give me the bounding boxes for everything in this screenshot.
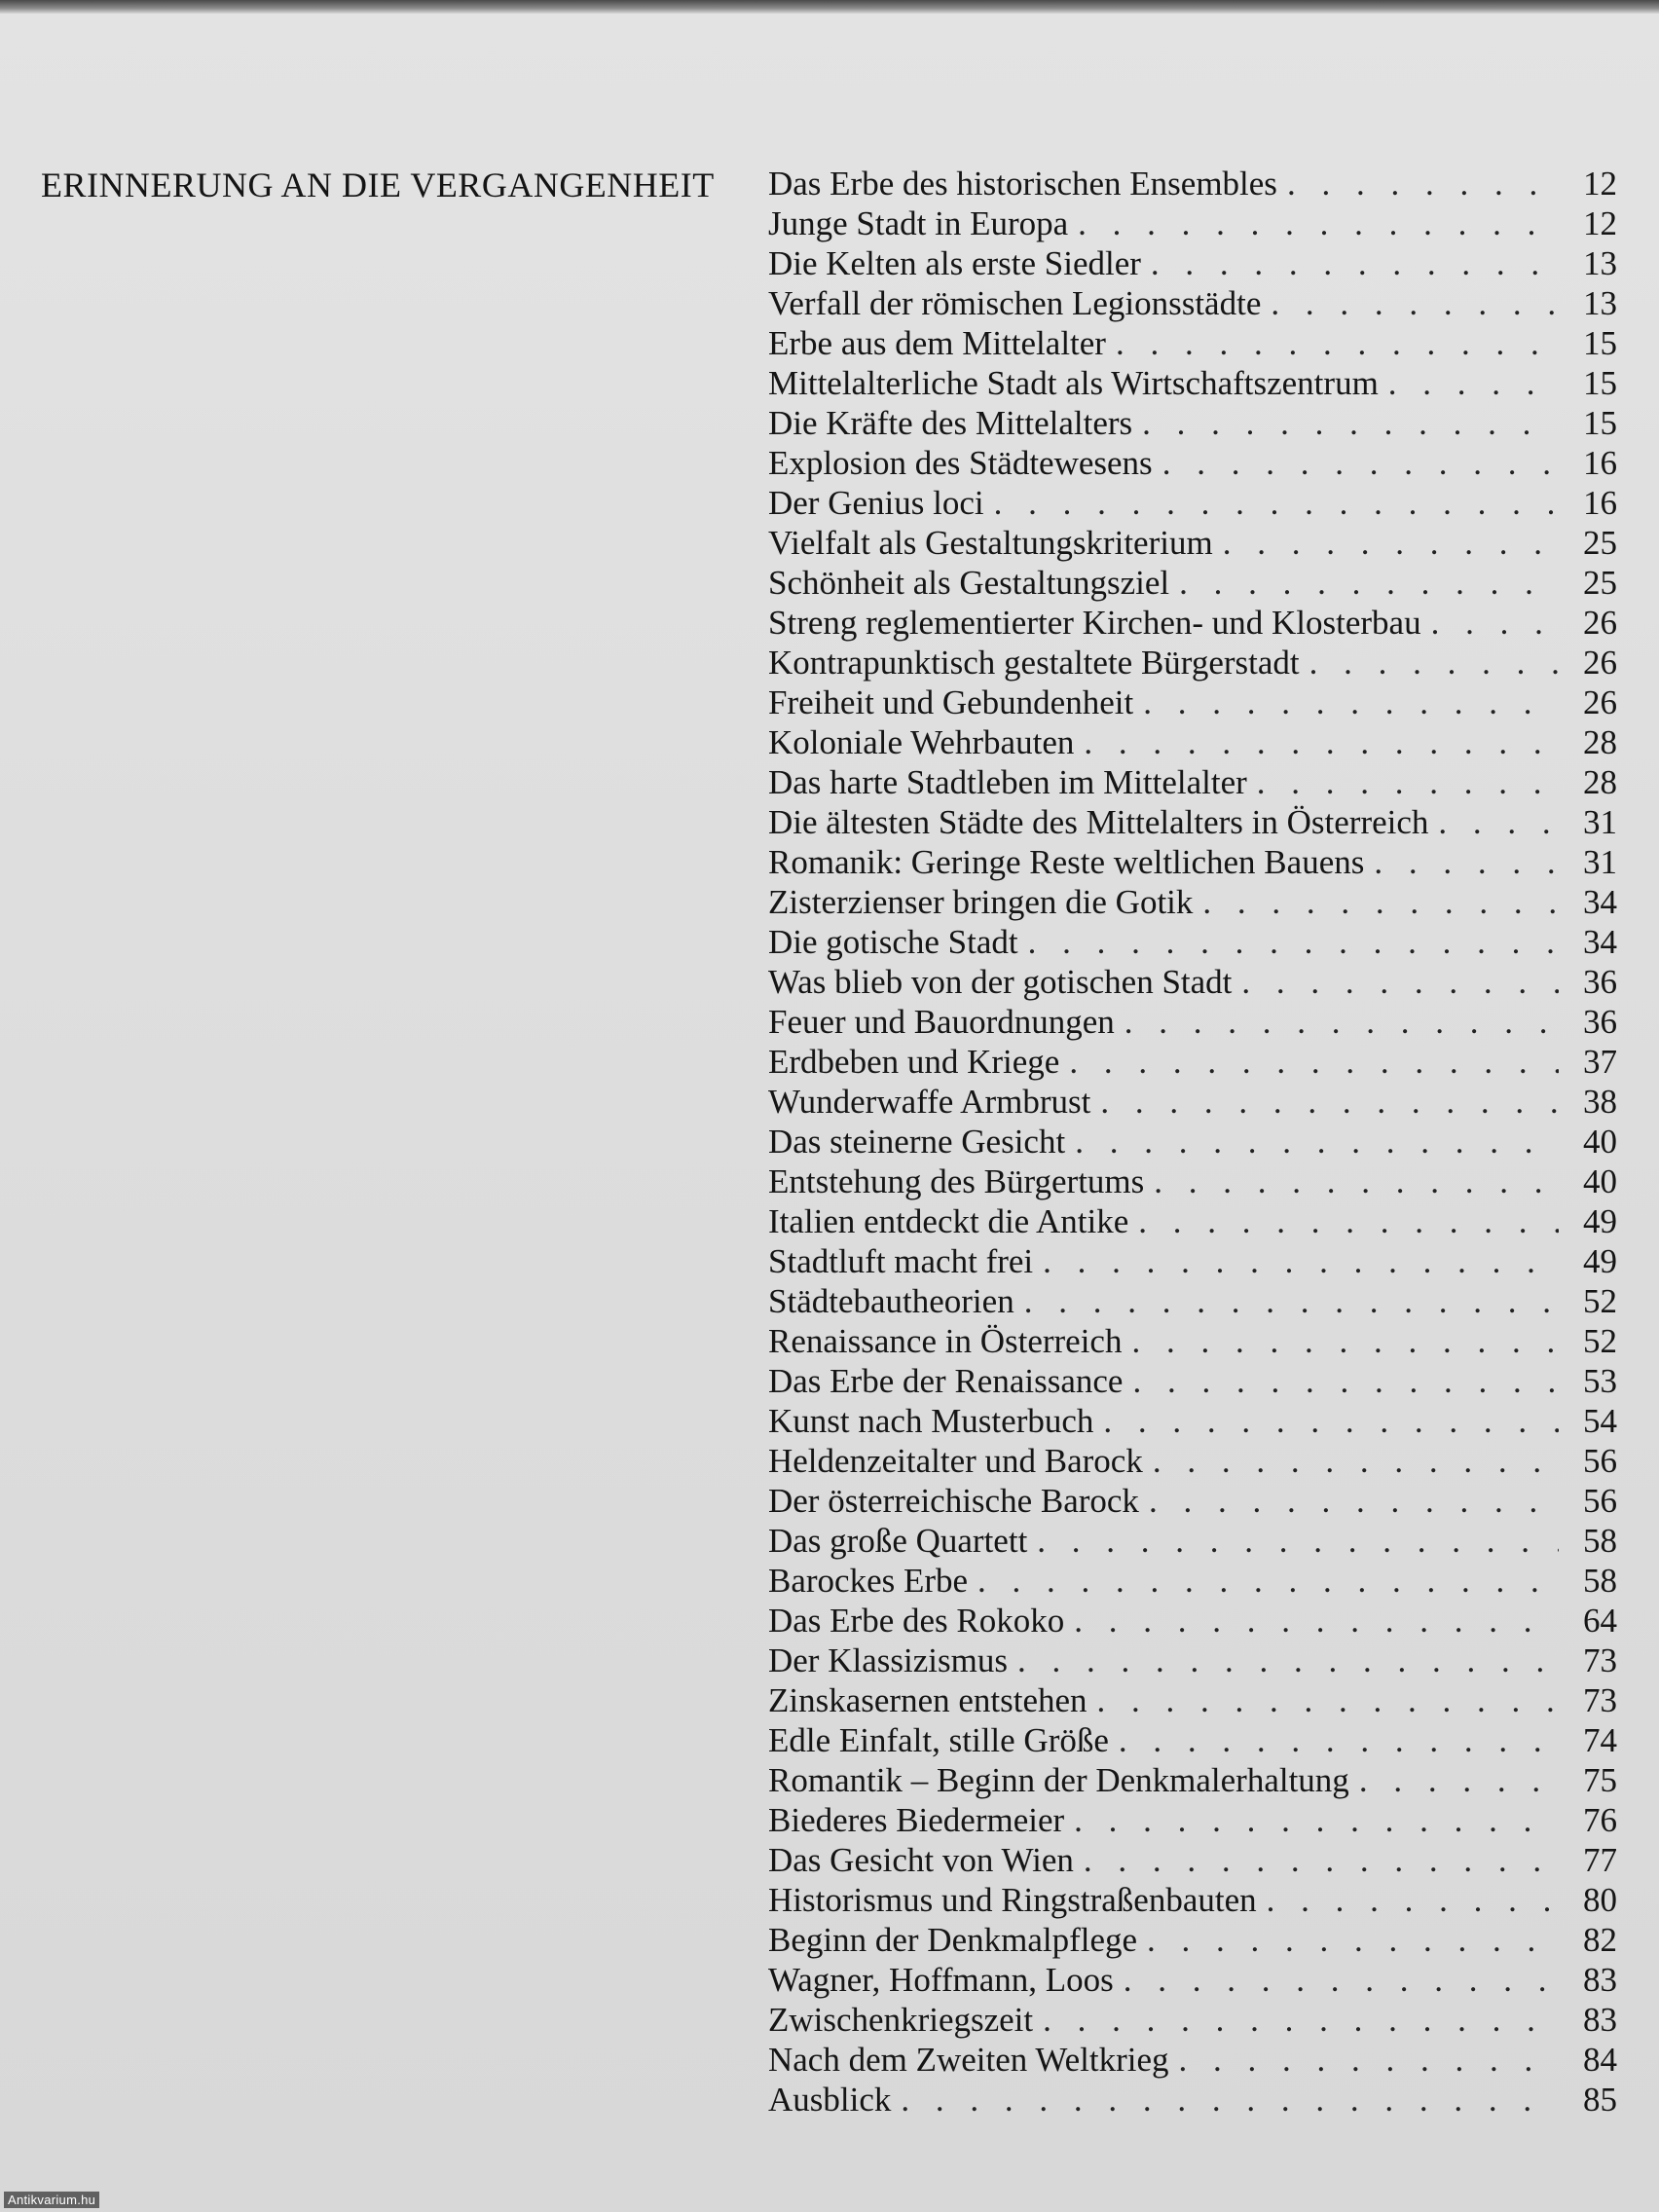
toc-entry bbox=[768, 243, 1617, 283]
toc-entry bbox=[768, 1720, 1617, 1760]
toc-entry bbox=[768, 203, 1617, 243]
toc-entry bbox=[768, 603, 1617, 643]
toc-leader-dots bbox=[1143, 682, 1559, 722]
toc-entry-title: Kunst nach Musterbuch bbox=[768, 1402, 1094, 1440]
toc-entry-title: Biederes Biedermeier bbox=[768, 1801, 1065, 1839]
toc-entry-title: Ausblick bbox=[768, 2081, 892, 2119]
toc-entry-page-number: 54 bbox=[1583, 1402, 1617, 1440]
toc-leader-dots bbox=[1084, 1840, 1559, 1880]
toc-entry bbox=[768, 1680, 1617, 1720]
toc-entry-page-number: 73 bbox=[1583, 1641, 1617, 1679]
toc-entry-title: Edle Einfalt, stille Größe bbox=[768, 1721, 1109, 1759]
toc-entry-title: Der Genius loci bbox=[768, 484, 984, 522]
toc-entry-title: Das große Quartett bbox=[768, 1522, 1028, 1560]
toc-entry bbox=[768, 1002, 1617, 1042]
toc-entry bbox=[768, 1082, 1617, 1122]
section-title: ERINNERUNG AN DIE VERGANGENHEIT bbox=[41, 166, 715, 204]
toc-entry-title: Das steinerne Gesicht bbox=[768, 1123, 1066, 1161]
toc-leader-dots bbox=[1241, 962, 1559, 1002]
toc-leader-dots bbox=[1028, 922, 1559, 962]
toc-entry-title: Kontrapunktisch gestaltete Bürgerstadt bbox=[768, 644, 1300, 682]
toc-entry bbox=[768, 1920, 1617, 1960]
toc-entry-title: Schönheit als Gestaltungsziel bbox=[768, 564, 1170, 602]
toc-entry-title: Romantik – Beginn der Denkmalerhaltung bbox=[768, 1761, 1349, 1799]
toc-entry-title: Historismus und Ringstraßenbauten bbox=[768, 1881, 1257, 1919]
toc-leader-dots bbox=[977, 1561, 1559, 1601]
toc-entry-page-number: 13 bbox=[1583, 284, 1617, 322]
toc-entry-title: Der österreichische Barock bbox=[768, 1482, 1139, 1520]
toc-leader-dots bbox=[1271, 283, 1559, 323]
toc-entry-title: Explosion des Städtewesens bbox=[768, 444, 1153, 482]
toc-leader-dots bbox=[1138, 1201, 1559, 1241]
toc-leader-dots bbox=[1287, 164, 1559, 203]
toc-leader-dots bbox=[1124, 1002, 1559, 1042]
toc-entry bbox=[768, 2000, 1617, 2040]
toc-leader-dots bbox=[1132, 1361, 1559, 1401]
toc-entry-title: Zinskasernen entstehen bbox=[768, 1681, 1088, 1719]
toc-entry-title: Freiheit und Gebundenheit bbox=[768, 683, 1134, 721]
toc-entry bbox=[768, 802, 1617, 842]
toc-entry-page-number: 26 bbox=[1583, 644, 1617, 682]
toc-leader-dots bbox=[994, 483, 1559, 523]
toc-entry-title: Wunderwaffe Armbrust bbox=[768, 1083, 1091, 1121]
toc-leader-dots bbox=[1037, 1521, 1559, 1561]
toc-entry-title: Junge Stadt in Europa bbox=[768, 204, 1069, 242]
toc-entry bbox=[768, 1321, 1617, 1361]
toc-entry-page-number: 76 bbox=[1583, 1801, 1617, 1839]
toc-leader-dots bbox=[1116, 323, 1559, 363]
toc-entry-title: Beginn der Denkmalpflege bbox=[768, 1921, 1138, 1959]
toc-entry-title: Das Erbe des historischen Ensembles bbox=[768, 165, 1277, 203]
toc-entry bbox=[768, 1161, 1617, 1201]
toc-entry-page-number: 58 bbox=[1583, 1522, 1617, 1560]
toc-entry bbox=[768, 1361, 1617, 1401]
toc-entry-page-number: 26 bbox=[1583, 604, 1617, 642]
toc-entry-page-number: 16 bbox=[1583, 444, 1617, 482]
toc-leader-dots bbox=[1043, 2000, 1559, 2040]
toc-entry-title: Italien entdeckt die Antike bbox=[768, 1202, 1129, 1240]
toc-entry-title: Nach dem Zweiten Weltkrieg bbox=[768, 2041, 1169, 2079]
toc-entry-title: Städtebautheorien bbox=[768, 1282, 1014, 1320]
toc-entry-page-number: 38 bbox=[1583, 1083, 1617, 1121]
toc-entry-page-number: 13 bbox=[1583, 244, 1617, 282]
toc-entry bbox=[768, 962, 1617, 1002]
toc-entry-title: Erbe aus dem Mittelalter bbox=[768, 324, 1106, 362]
toc-leader-dots bbox=[1131, 1321, 1559, 1361]
toc-entry-page-number: 31 bbox=[1583, 843, 1617, 881]
toc-entry-page-number: 56 bbox=[1583, 1482, 1617, 1520]
toc-entry-page-number: 83 bbox=[1583, 2001, 1617, 2039]
toc-entry-page-number: 16 bbox=[1583, 484, 1617, 522]
toc-entry-title: Stadtluft macht frei bbox=[768, 1242, 1034, 1280]
toc-entry-title: Was blieb von der gotischen Stadt bbox=[768, 963, 1233, 1001]
toc-leader-dots bbox=[1103, 1401, 1559, 1441]
toc-entry-page-number: 64 bbox=[1583, 1602, 1617, 1640]
toc-entry bbox=[768, 164, 1617, 203]
toc-entry-page-number: 77 bbox=[1583, 1841, 1617, 1879]
toc-entry-title: Das Erbe des Rokoko bbox=[768, 1602, 1065, 1640]
toc-entry bbox=[768, 1241, 1617, 1281]
toc-entry bbox=[768, 363, 1617, 403]
toc-entry-page-number: 73 bbox=[1583, 1681, 1617, 1719]
toc-entry-page-number: 12 bbox=[1583, 204, 1617, 242]
toc-entry bbox=[768, 483, 1617, 523]
toc-entry bbox=[768, 682, 1617, 722]
toc-entry-page-number: 15 bbox=[1583, 324, 1617, 362]
toc-entry bbox=[768, 563, 1617, 603]
toc-entry-page-number: 28 bbox=[1583, 723, 1617, 761]
toc-entry bbox=[768, 1281, 1617, 1321]
toc-leader-dots bbox=[1431, 603, 1559, 643]
toc-leader-dots bbox=[1017, 1641, 1559, 1680]
toc-entry-title: Mittelalterliche Stadt als Wirtschaftszentrum bbox=[768, 364, 1379, 402]
toc-leader-dots bbox=[1119, 1720, 1559, 1760]
toc-entry-title: Zisterzienser bringen die Gotik bbox=[768, 883, 1194, 921]
toc-entry-page-number: 56 bbox=[1583, 1442, 1617, 1480]
toc-leader-dots bbox=[1223, 523, 1559, 563]
toc-entry-page-number: 15 bbox=[1583, 404, 1617, 442]
toc-entry bbox=[768, 2080, 1617, 2120]
toc-entry-page-number: 52 bbox=[1583, 1282, 1617, 1320]
toc-leader-dots bbox=[1074, 1601, 1559, 1641]
toc-entry bbox=[768, 762, 1617, 802]
toc-leader-dots bbox=[1151, 243, 1559, 283]
toc-leader-dots bbox=[1309, 643, 1559, 682]
toc-leader-dots bbox=[1267, 1880, 1559, 1920]
toc-entry-page-number: 12 bbox=[1583, 165, 1617, 203]
toc-entry-page-number: 82 bbox=[1583, 1921, 1617, 1959]
toc-entry bbox=[768, 323, 1617, 363]
page-top-edge bbox=[0, 0, 1659, 14]
toc-entry-page-number: 85 bbox=[1583, 2081, 1617, 2119]
toc-entry bbox=[768, 1401, 1617, 1441]
toc-leader-dots bbox=[1043, 1241, 1559, 1281]
toc-entry bbox=[768, 1601, 1617, 1641]
toc-entry-title: Die Kelten als erste Siedler bbox=[768, 244, 1141, 282]
toc-entry-page-number: 28 bbox=[1583, 763, 1617, 801]
toc-entry-title: Feuer und Bauordnungen bbox=[768, 1003, 1115, 1041]
table-of-contents bbox=[768, 164, 1617, 2120]
toc-entry-page-number: 58 bbox=[1583, 1562, 1617, 1600]
toc-leader-dots bbox=[1359, 1760, 1559, 1800]
toc-entry-page-number: 52 bbox=[1583, 1322, 1617, 1360]
toc-entry-title: Zwischenkriegszeit bbox=[768, 2001, 1034, 2039]
toc-entry-page-number: 74 bbox=[1583, 1721, 1617, 1759]
toc-entry-page-number: 34 bbox=[1583, 883, 1617, 921]
toc-entry-title: Wagner, Hoffmann, Loos bbox=[768, 1961, 1114, 1999]
toc-entry bbox=[768, 1441, 1617, 1481]
toc-entry-page-number: 15 bbox=[1583, 364, 1617, 402]
toc-entry-title: Barockes Erbe bbox=[768, 1562, 969, 1600]
toc-entry-title: Das Gesicht von Wien bbox=[768, 1841, 1074, 1879]
toc-entry-page-number: 26 bbox=[1583, 683, 1617, 721]
toc-entry-page-number: 75 bbox=[1583, 1761, 1617, 1799]
toc-entry bbox=[768, 1561, 1617, 1601]
toc-leader-dots bbox=[1075, 1122, 1559, 1161]
toc-leader-dots bbox=[1438, 802, 1559, 842]
toc-leader-dots bbox=[1149, 1481, 1559, 1521]
toc-entry bbox=[768, 1201, 1617, 1241]
toc-entry-title: Der Klassizismus bbox=[768, 1641, 1008, 1679]
toc-entry bbox=[768, 1481, 1617, 1521]
toc-entry-title: Renaissance in Österreich bbox=[768, 1322, 1123, 1360]
toc-entry bbox=[768, 722, 1617, 762]
toc-entry-title: Koloniale Wehrbauten bbox=[768, 723, 1075, 761]
toc-leader-dots bbox=[1147, 1920, 1559, 1960]
toc-entry-page-number: 40 bbox=[1583, 1123, 1617, 1161]
toc-leader-dots bbox=[1078, 203, 1559, 243]
toc-leader-dots bbox=[1142, 403, 1559, 443]
toc-entry-title: Romanik: Geringe Reste weltlichen Bauens bbox=[768, 843, 1365, 881]
watermark: Antikvarium.hu bbox=[4, 2192, 99, 2208]
toc-entry bbox=[768, 1960, 1617, 2000]
toc-entry bbox=[768, 443, 1617, 483]
toc-entry-page-number: 53 bbox=[1583, 1362, 1617, 1400]
toc-entry-page-number: 49 bbox=[1583, 1242, 1617, 1280]
toc-leader-dots bbox=[1374, 842, 1559, 882]
toc-entry bbox=[768, 1042, 1617, 1082]
toc-leader-dots bbox=[1153, 1441, 1559, 1481]
toc-entry bbox=[768, 842, 1617, 882]
toc-entry-title: Vielfalt als Gestaltungskriterium bbox=[768, 524, 1213, 562]
toc-leader-dots bbox=[1097, 1680, 1559, 1720]
toc-entry bbox=[768, 1521, 1617, 1561]
toc-entry bbox=[768, 1880, 1617, 1920]
toc-entry-page-number: 25 bbox=[1583, 524, 1617, 562]
toc-entry-title: Heldenzeitalter und Barock bbox=[768, 1442, 1143, 1480]
toc-entry-page-number: 83 bbox=[1583, 1961, 1617, 1999]
toc-entry bbox=[768, 403, 1617, 443]
toc-leader-dots bbox=[1202, 882, 1559, 922]
toc-leader-dots bbox=[1179, 2040, 1559, 2080]
toc-entry-title: Erdbeben und Kriege bbox=[768, 1043, 1060, 1081]
toc-leader-dots bbox=[1084, 722, 1559, 762]
toc-leader-dots bbox=[1179, 563, 1559, 603]
toc-entry-page-number: 31 bbox=[1583, 803, 1617, 841]
toc-leader-dots bbox=[901, 2080, 1559, 2120]
toc-leader-dots bbox=[1388, 363, 1559, 403]
toc-leader-dots bbox=[1154, 1161, 1559, 1201]
toc-entry-title: Die gotische Stadt bbox=[768, 923, 1018, 961]
toc-entry-page-number: 36 bbox=[1583, 963, 1617, 1001]
toc-entry bbox=[768, 1122, 1617, 1161]
toc-entry bbox=[768, 882, 1617, 922]
toc-entry-page-number: 49 bbox=[1583, 1202, 1617, 1240]
toc-entry-page-number: 37 bbox=[1583, 1043, 1617, 1081]
toc-entry bbox=[768, 523, 1617, 563]
toc-entry-page-number: 84 bbox=[1583, 2041, 1617, 2079]
toc-leader-dots bbox=[1074, 1800, 1559, 1840]
toc-entry bbox=[768, 1760, 1617, 1800]
toc-entry-page-number: 80 bbox=[1583, 1881, 1617, 1919]
toc-entry bbox=[768, 1641, 1617, 1680]
toc-leader-dots bbox=[1069, 1042, 1559, 1082]
toc-entry bbox=[768, 1800, 1617, 1840]
toc-entry bbox=[768, 2040, 1617, 2080]
toc-entry bbox=[768, 922, 1617, 962]
toc-entry-page-number: 25 bbox=[1583, 564, 1617, 602]
toc-entry-title: Verfall der römischen Legionsstädte bbox=[768, 284, 1262, 322]
toc-leader-dots bbox=[1162, 443, 1559, 483]
toc-entry-page-number: 40 bbox=[1583, 1162, 1617, 1200]
toc-entry-title: Die Kräfte des Mittelalters bbox=[768, 404, 1133, 442]
toc-entry bbox=[768, 1840, 1617, 1880]
toc-entry-title: Die ältesten Städte des Mittelalters in Österreich bbox=[768, 803, 1429, 841]
toc-entry-title: Entstehung des Bürgertums bbox=[768, 1162, 1145, 1200]
toc-entry bbox=[768, 643, 1617, 682]
toc-entry-title: Das harte Stadtleben im Mittelalter bbox=[768, 763, 1247, 801]
toc-entry-title: Das Erbe der Renaissance bbox=[768, 1362, 1124, 1400]
toc-entry-title: Streng reglementierter Kirchen- und Klosterbau bbox=[768, 604, 1421, 642]
toc-leader-dots bbox=[1124, 1960, 1559, 2000]
toc-entry-page-number: 36 bbox=[1583, 1003, 1617, 1041]
toc-leader-dots bbox=[1257, 762, 1559, 802]
toc-leader-dots bbox=[1024, 1281, 1559, 1321]
toc-leader-dots bbox=[1100, 1082, 1559, 1122]
toc-entry-page-number: 34 bbox=[1583, 923, 1617, 961]
toc-entry bbox=[768, 283, 1617, 323]
